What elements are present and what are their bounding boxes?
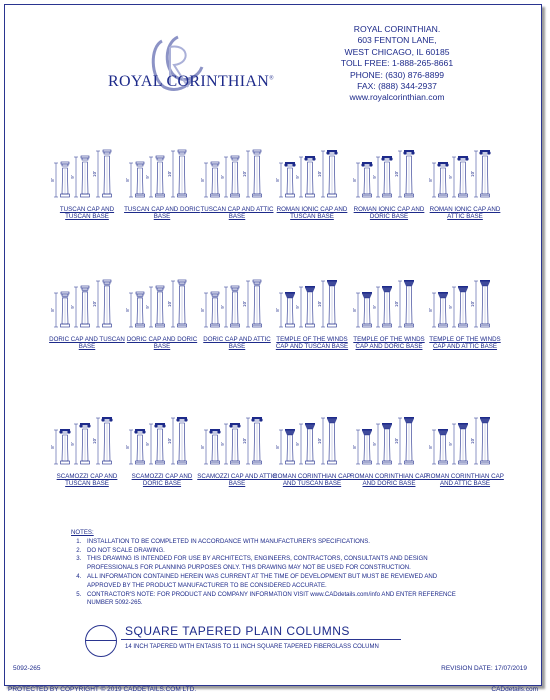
column-elevation [125, 162, 145, 197]
column-detail-cell [349, 275, 429, 350]
brand-wordmark: ROYAL CORINTHIAN® [108, 73, 274, 90]
column-elevation [428, 162, 449, 197]
column-height-label: 8' [428, 178, 433, 182]
column-elevation [220, 286, 240, 327]
note-item: 1. INSTALLATION TO BE COMPLETED IN ACCORDANCE WITH MANUFACTURER'S SPECIFICATIONS. [83, 538, 461, 547]
column-elevation [242, 417, 263, 464]
column-detail-cell [47, 145, 127, 220]
column-elevation [295, 156, 316, 197]
column-elevation-drawing [425, 145, 505, 203]
column-detail-caption[interactable]: ROMAN CORINTHIAN CAP AND ATTIC BASE [426, 473, 504, 488]
column-detail-cell [349, 145, 429, 220]
column-height-label: 10' [242, 301, 247, 307]
column-height-label: 8' [50, 308, 55, 312]
title-circle-symbol [85, 625, 117, 657]
column-detail-cell [197, 145, 277, 220]
column-height-label: 8' [125, 445, 130, 449]
column-elevation [448, 156, 469, 197]
column-height-label: 10' [394, 438, 399, 444]
notes-block [71, 529, 461, 608]
column-elevation [372, 156, 393, 197]
column-height-label: 10' [92, 438, 97, 444]
column-elevation [275, 429, 295, 464]
column-elevation [92, 150, 112, 197]
column-elevation [125, 429, 146, 464]
column-height-label: 9' [220, 175, 225, 179]
column-height-label: 9' [145, 442, 150, 446]
column-height-label: 10' [470, 301, 475, 307]
column-detail-caption[interactable]: TUSCAN CAP AND ATTIC BASE [200, 206, 274, 221]
column-height-label: 9' [448, 442, 453, 446]
column-elevation-drawing [425, 275, 505, 333]
column-elevation-drawing [197, 412, 277, 470]
column-detail-caption[interactable]: TUSCAN CAP AND TUSCAN BASE [59, 206, 115, 221]
column-height-label: 9' [448, 305, 453, 309]
column-height-label: 9' [295, 442, 300, 446]
column-height-label: 8' [275, 445, 280, 449]
revision-date: REVISION DATE: 17/07/2019 [441, 665, 527, 672]
column-elevation [92, 280, 112, 327]
column-detail-cell [272, 145, 352, 220]
column-elevation [295, 286, 315, 327]
column-height-label: 9' [70, 442, 75, 446]
column-elevation [145, 423, 166, 464]
company-address-line2: WEST CHICAGO, IL 60185 [344, 46, 450, 57]
column-detail-caption[interactable]: TEMPLE OF THE WINDS CAP AND DORIC BASE [353, 336, 425, 351]
column-height-label: 8' [125, 308, 130, 312]
column-elevation [70, 156, 90, 197]
column-elevation-drawing [47, 145, 127, 203]
column-detail-cell [272, 275, 352, 350]
note-item: 4. ALL INFORMATION CONTAINED HEREIN WAS CURRENT AT THE TIME OF DEVELOPMENT BUT MUST BE REVIEWED AND APPROVED BY THE PRODUCT MANUFACTURER TO BE CONSIDERED ACCURATE. [83, 573, 461, 591]
column-detail-caption[interactable]: ROMAN IONIC CAP AND ATTIC BASE [429, 206, 501, 221]
column-height-label: 9' [448, 175, 453, 179]
column-elevation [50, 162, 70, 197]
column-elevation [50, 292, 70, 327]
column-elevation-drawing [425, 412, 505, 470]
column-height-label: 9' [372, 442, 377, 446]
column-elevation [352, 162, 373, 197]
column-detail-caption[interactable]: SCAMOZZI CAP AND DORIC BASE [131, 473, 193, 488]
column-height-label: 10' [92, 171, 97, 177]
column-height-label: 8' [50, 445, 55, 449]
column-elevation [167, 150, 187, 197]
column-elevation-drawing [122, 275, 202, 333]
column-elevation [92, 417, 113, 464]
column-elevation [167, 417, 188, 464]
column-elevation [317, 417, 337, 464]
drawing-subtitle: 14 INCH TAPERED WITH ENTASIS TO 11 INCH SQUARE TAPERED FIBERGLASS COLUMN [125, 644, 379, 650]
column-height-label: 8' [428, 445, 433, 449]
company-website[interactable]: www.royalcorinthian.com [349, 92, 445, 103]
column-elevation-drawing [272, 145, 352, 203]
column-height-label: 8' [352, 445, 357, 449]
column-detail-cell [122, 145, 202, 220]
column-height-label: 10' [470, 438, 475, 444]
drawing-number: 5092-265 [13, 665, 41, 672]
column-height-label: 10' [470, 171, 475, 177]
column-elevation [372, 286, 392, 327]
column-elevation [145, 286, 165, 327]
column-detail-caption[interactable]: DORIC CAP AND DORIC BASE [126, 336, 198, 351]
column-elevation [470, 280, 490, 327]
column-elevation [352, 429, 372, 464]
column-height-label: 9' [70, 305, 75, 309]
column-elevation [394, 417, 414, 464]
column-elevation [295, 423, 315, 464]
column-detail-cell [425, 412, 505, 487]
column-elevation [50, 429, 71, 464]
drawing-title: SQUARE TAPERED PLAIN COLUMNS [125, 624, 350, 638]
column-elevation-drawing [122, 145, 202, 203]
company-contact-block [327, 24, 467, 104]
column-detail-cell [425, 275, 505, 350]
company-phone: PHONE: (630) 876-8899 [349, 69, 445, 80]
column-detail-caption[interactable]: SCAMOZZI CAP AND ATTIC BASE [197, 473, 277, 488]
column-detail-cell [122, 275, 202, 350]
column-elevation-drawing [197, 145, 277, 203]
column-height-label: 10' [317, 438, 322, 444]
column-height-label: 8' [275, 178, 280, 182]
column-elevation [428, 429, 448, 464]
column-elevation [70, 423, 91, 464]
column-detail-cell [122, 412, 202, 487]
column-elevation [317, 280, 337, 327]
column-height-label: 8' [352, 178, 357, 182]
column-detail-caption[interactable]: ROMAN IONIC CAP AND TUSCAN BASE [276, 206, 348, 221]
column-elevation [470, 150, 491, 197]
column-height-label: 10' [394, 301, 399, 307]
column-elevation [220, 156, 240, 197]
column-elevation [220, 423, 241, 464]
notes-heading: NOTES: [71, 529, 94, 536]
column-elevation [275, 292, 295, 327]
drawing-sheet [4, 4, 542, 686]
caddetails-link[interactable]: CADdetails.com [491, 686, 538, 693]
column-detail-cell [47, 275, 127, 350]
column-height-label: 8' [200, 445, 205, 449]
note-item: 2. DO NOT SCALE DRAWING. [83, 547, 461, 556]
column-height-label: 8' [125, 178, 130, 182]
column-detail-caption[interactable]: TUSCAN CAP AND DORIC BASE [124, 206, 200, 221]
notes-list [71, 538, 461, 608]
column-detail-cell [272, 412, 352, 487]
column-elevation [394, 280, 414, 327]
column-elevation [200, 162, 220, 197]
column-elevation [167, 280, 187, 327]
column-height-label: 9' [372, 305, 377, 309]
column-elevation [70, 286, 90, 327]
column-elevation-drawing [349, 145, 429, 203]
column-elevation [448, 423, 468, 464]
column-elevation-drawing [272, 275, 352, 333]
title-underline [121, 639, 401, 640]
column-height-label: 8' [352, 308, 357, 312]
column-height-label: 9' [220, 305, 225, 309]
column-detail-caption[interactable]: ROMAN IONIC CAP AND DORIC BASE [353, 206, 425, 221]
note-item: 5. CONTRACTOR'S NOTE: FOR PRODUCT AND COMPANY INFORMATION VISIT www.CADdetails.com/info AND ENTER REFERENCE NUMBER 5092-265. [83, 591, 461, 609]
column-elevation-drawing [272, 412, 352, 470]
column-detail-cell [197, 275, 277, 350]
column-elevation [448, 286, 468, 327]
column-height-label: 10' [167, 171, 172, 177]
column-elevation [242, 280, 262, 327]
title-circle-divider [85, 640, 116, 641]
column-elevation [200, 429, 221, 464]
column-elevation-drawing [349, 275, 429, 333]
column-detail-caption[interactable]: DORIC CAP AND ATTIC BASE [203, 336, 271, 351]
column-height-label: 10' [317, 301, 322, 307]
column-elevation [428, 292, 448, 327]
column-height-label: 10' [394, 171, 399, 177]
column-height-label: 10' [92, 301, 97, 307]
company-address-line1: 603 FENTON LANE, [357, 35, 437, 46]
column-elevation [394, 150, 415, 197]
column-height-label: 8' [428, 308, 433, 312]
column-height-label: 8' [200, 178, 205, 182]
column-height-label: 10' [242, 438, 247, 444]
column-detail-caption[interactable]: DORIC CAP AND TUSCAN BASE [49, 336, 125, 351]
column-elevation [275, 162, 296, 197]
column-elevation [200, 292, 220, 327]
column-elevation [125, 292, 145, 327]
copyright-notice: PROTECTED BY COPYRIGHT © 2019 CADDETAILS.COM LTD. [8, 686, 197, 693]
company-fax: FAX: (888) 344-2937 [357, 81, 437, 92]
column-elevation-drawing [349, 412, 429, 470]
column-height-label: 9' [145, 305, 150, 309]
column-height-label: 9' [295, 175, 300, 179]
column-detail-cell [349, 412, 429, 487]
note-item: 3. THIS DRAWING IS INTENDED FOR USE BY ARCHITECTS, ENGINEERS, CONTRACTORS, CONSULTANTS AND DESIGN PROFESSIONALS FOR PLANNING PURPOSES ONLY. THIS DRAWING MAY NOT BE USED FOR CONSTRUCTION. [83, 555, 461, 573]
column-detail-cell [197, 412, 277, 487]
column-detail-caption[interactable]: ROMAN CORINTHIAN CAP AND DORIC BASE [350, 473, 428, 488]
column-height-label: 8' [200, 308, 205, 312]
column-height-label: 9' [70, 175, 75, 179]
column-elevation-drawing [47, 412, 127, 470]
column-elevation [372, 423, 392, 464]
column-elevation-drawing [197, 275, 277, 333]
column-height-label: 8' [275, 308, 280, 312]
column-detail-caption[interactable]: ROMAN CORINTHIAN CAP AND TUSCAN BASE [273, 473, 351, 488]
column-height-label: 9' [295, 305, 300, 309]
column-height-label: 8' [50, 178, 55, 182]
column-elevation-drawing [47, 275, 127, 333]
column-detail-caption[interactable]: TEMPLE OF THE WINDS CAP AND TUSCAN BASE [275, 336, 349, 351]
company-tollfree: TOLL FREE: 1-888-265-8661 [340, 58, 454, 69]
column-elevation [242, 150, 262, 197]
column-elevation [145, 156, 165, 197]
column-detail-caption[interactable]: SCAMOZZI CAP AND TUSCAN BASE [56, 473, 118, 488]
company-name: ROYAL CORINTHIAN. [353, 24, 441, 34]
column-height-label: 10' [167, 438, 172, 444]
column-height-label: 9' [145, 175, 150, 179]
column-elevation [352, 292, 372, 327]
column-height-label: 9' [372, 175, 377, 179]
column-height-label: 10' [167, 301, 172, 307]
column-height-label: 9' [220, 442, 225, 446]
column-height-label: 10' [242, 171, 247, 177]
column-detail-caption[interactable]: TEMPLE OF THE WINDS CAP AND ATTIC BASE [429, 336, 501, 351]
column-height-label: 10' [317, 171, 322, 177]
column-detail-cell [425, 145, 505, 220]
column-detail-cell [47, 412, 127, 487]
column-elevation [317, 150, 338, 197]
column-elevation [470, 417, 490, 464]
column-elevation-drawing [122, 412, 202, 470]
